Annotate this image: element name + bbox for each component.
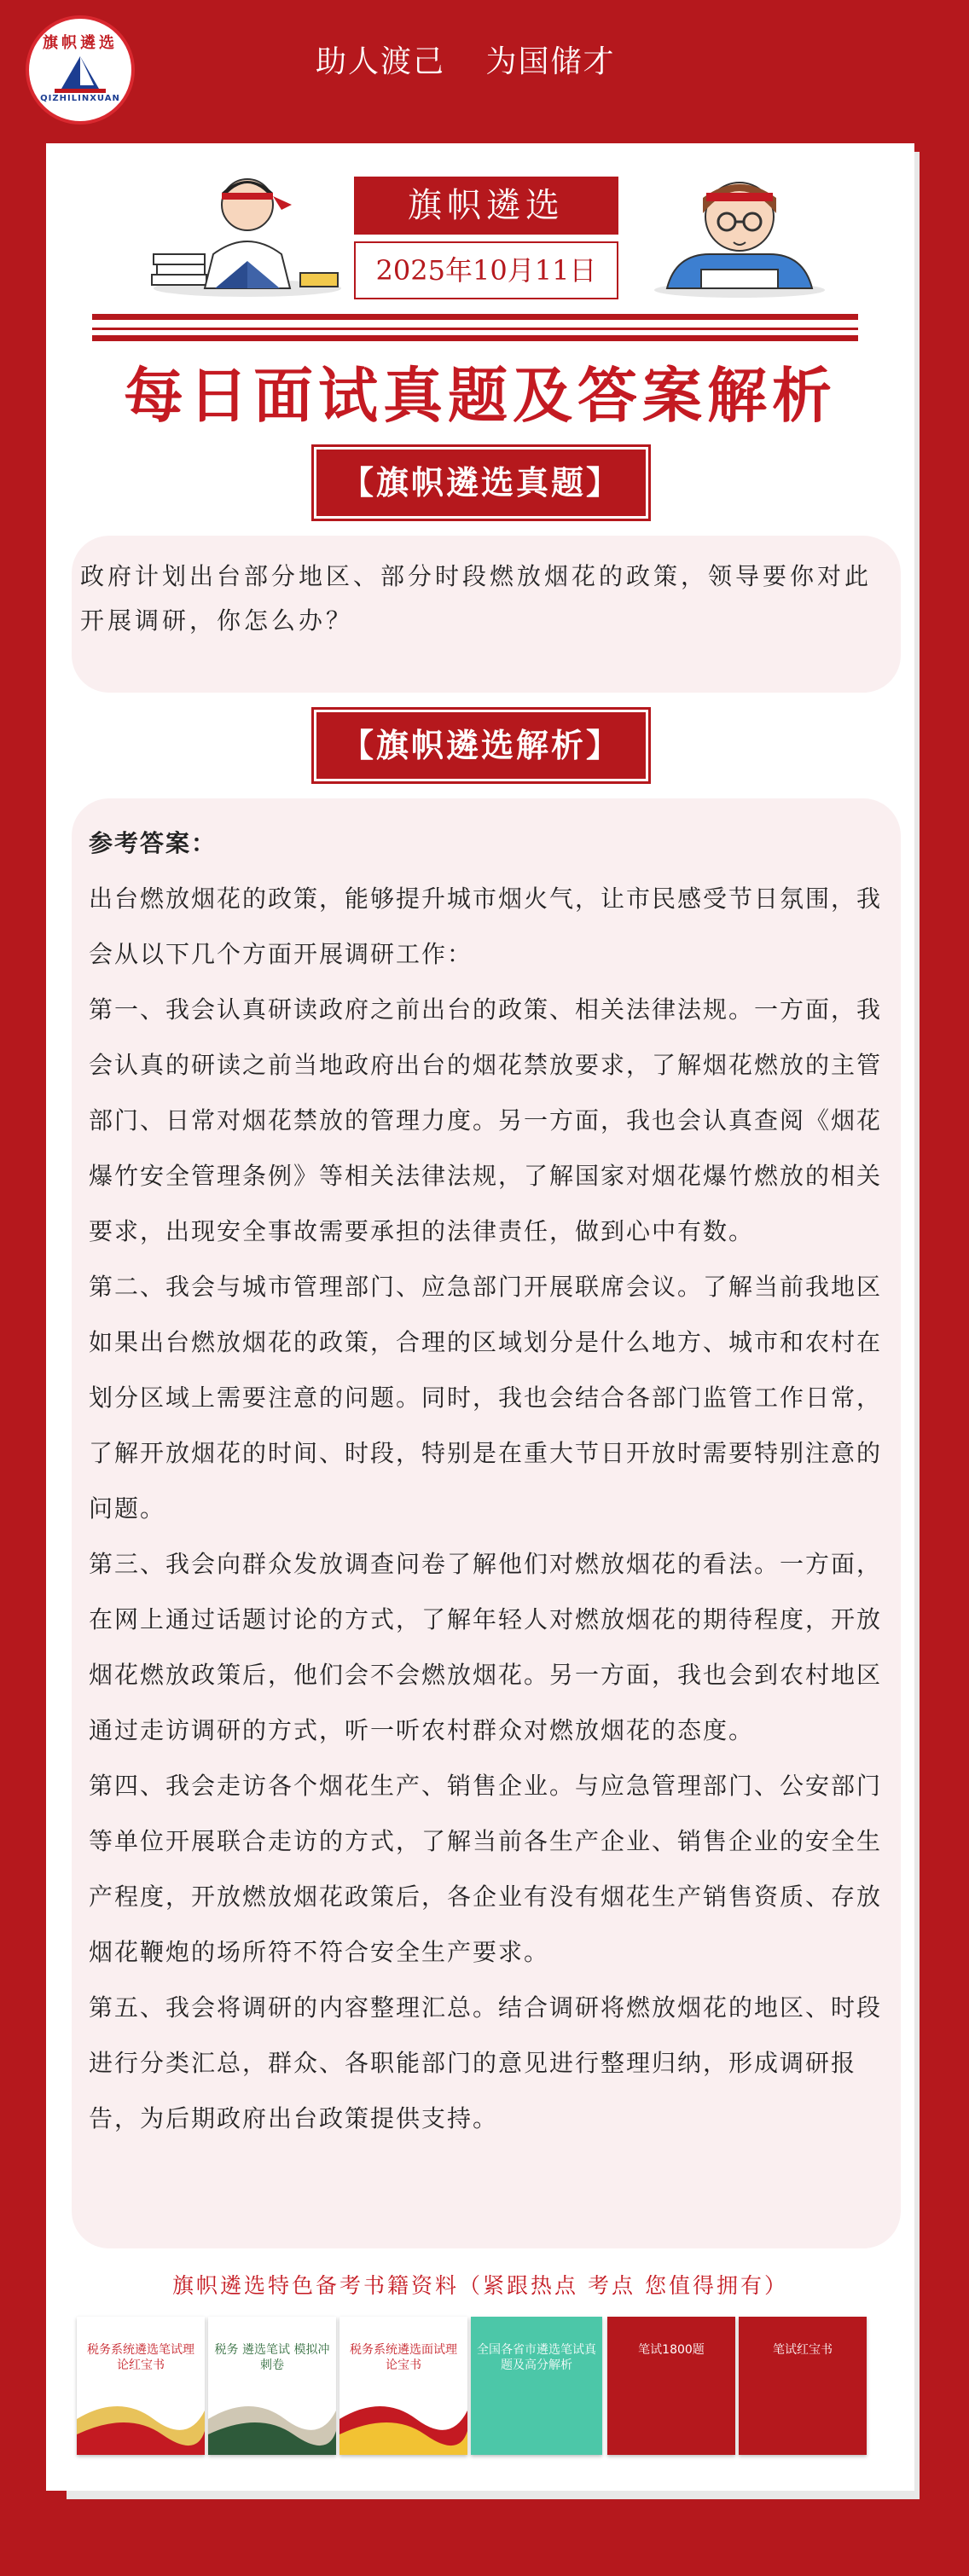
book-cover-6[interactable] [739,2317,867,2455]
brand-logo[interactable] [26,15,135,125]
answer-paragraph-2: 第二、我会与城市管理部门、应急部门开展联席会议。了解当前我地区如果出台燃放烟花的政策，合理的区域划分是什么地方、城市和农村在划分区域上需要注意的问题。同时，我也会结合各部门监管工作日常，了解开放烟花的时间、时段，特别是在重大节日开放时需要特别注意的问题。 [89,1273,883,1523]
book-cover-5[interactable] [607,2317,735,2455]
book-cover-4[interactable] [471,2317,602,2455]
book-title: 全国各省市遴选笔试真题及高分解析 [477,2343,596,2372]
book-wave-graphic [77,2317,205,2455]
brand-title: 旗帜遴选 [354,177,618,235]
question-card [72,536,901,693]
book-title: 税务系统遴选面试理论宝书 [350,2343,457,2372]
divider-stripe-bottom [92,335,858,341]
question-section-tag: 【旗帜遴选真题】 [314,447,648,519]
top-bar [0,0,969,128]
divider-stripe-top [92,314,858,320]
book-title: 税务 遴选笔试 模拟冲刺卷 [214,2343,330,2372]
book-cover-3[interactable] [339,2317,467,2455]
page-title: 每日面试真题及答案解析 [124,361,837,431]
logo-subtext: QIZHILINXUAN [40,94,120,103]
slogan: 助人渡己 为国储才 [316,44,616,79]
book-wave-graphic [208,2317,336,2455]
answer-paragraph-intro: 出台燃放烟花的政策，能够提升城市烟火气，让市民感受节日氛围，我会从以下几个方面开展调研工作： [89,885,883,968]
book-title: 税务系统遴选笔试理论红宝书 [87,2343,194,2372]
question-text: 政府计划出台部分地区、部分时段燃放烟花的政策，领导要你对此开展调研，你怎么办？ [80,562,873,635]
books-label: 旗帜遴选特色备考书籍资料（紧跟热点 考点 您值得拥有） [172,2273,788,2298]
answer-paragraph-4: 第四、我会走访各个烟花生产、销售企业。与应急管理部门、公安部门等单位开展联合走访的方式，了解当前各生产企业、销售企业的安全生产程度，开放燃放烟花政策后，各企业有没有烟花生产销售资质、存放烟花鞭炮的场所符不符合安全生产要求。 [89,1772,883,1966]
reading-student-left-illustration [145,160,350,305]
answer-heading: 参考答案： [89,829,218,857]
book-wave-graphic [339,2317,467,2455]
book-title: 笔试红宝书 [773,2343,833,2357]
studying-girl-right-illustration [641,160,838,305]
answer-paragraph-1: 第一、我会认真研读政府之前出台的政策、相关法律法规。一方面，我会认真的研读之前当地政府出台的烟花禁放要求，了解烟花燃放的主管部门、日常对烟花禁放的管理力度。另一方面，我也会认真查阅《烟花爆竹安全管理条例》等相关法律法规，了解国家对烟花爆竹燃放的相关要求，出现安全事故需要承担的法律责任，做到心中有数。 [89,995,883,1245]
book-cover-1[interactable] [77,2317,205,2455]
book-cover-2[interactable] [208,2317,336,2455]
answer-card [72,798,901,2248]
book-title: 笔试1800题 [638,2343,705,2357]
answer-paragraph-5: 第五、我会将调研的内容整理汇总。结合调研将燃放烟花的地区、时段进行分类汇总，群众、各职能部门的意见进行整理归纳，形成调研报告，为后期政府出台政策提供支持。 [89,1993,883,2132]
date-label: 2025年10月11日 [354,241,618,299]
answer-section-tag: 【旗帜遴选解析】 [314,710,648,781]
logo-text: 旗帜遴选 [43,34,118,52]
title-box [354,177,618,303]
divider-stripe-thin [92,328,858,330]
answer-body [89,815,889,2146]
answer-paragraph-3: 第三、我会向群众发放调查问卷了解他们对燃放烟花的看法。一方面，在网上通过话题讨论的方式，了解年轻人对燃放烟花的期待程度，开放烟花燃放政策后，他们会不会燃放烟花。另一方面，我也会到农村地区通过走访调研的方式，听一听农村群众对燃放烟花的态度。 [89,1550,883,1744]
